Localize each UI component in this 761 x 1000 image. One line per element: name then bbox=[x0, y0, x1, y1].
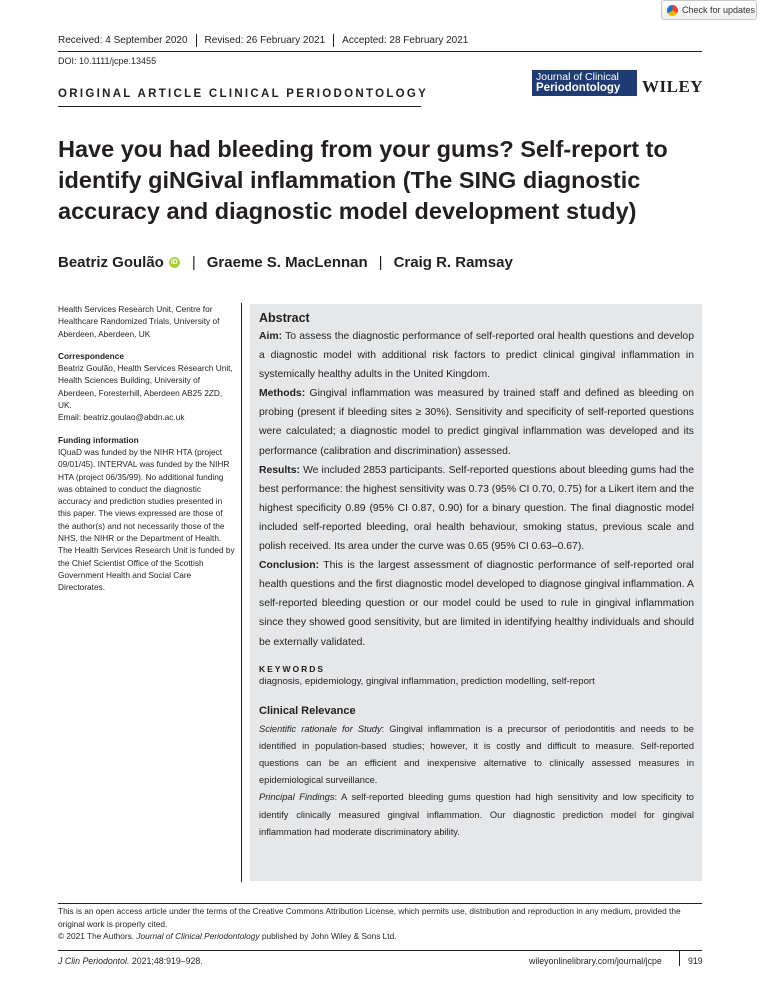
page-number: 919 bbox=[688, 956, 703, 966]
journal-logo-line1: Journal of Clinical bbox=[536, 71, 619, 83]
doi[interactable]: DOI: 10.1111/jcpe.13455 bbox=[58, 56, 157, 66]
funding-text: IQuaD was funded by the NIHR HTA (project 09/01/45). INTERVAL was funded by the NIHR HTA (project 06/35/99). No additional funding was obtained to conduct the diagnostic accuracy and prediction studies presented in this paper. The views expressed are those of the author(s) and not necessarily those of the NHS, the NIHR or the Department of Health. The Health Services Research Unit is funded by the Chief Scientist Office of the Scottish Government Health and Social Care Directorates. bbox=[58, 446, 235, 593]
author-separator: | bbox=[378, 254, 383, 271]
author-list bbox=[58, 254, 524, 271]
journal-logo-line2: Periodontology bbox=[536, 82, 621, 94]
findings-text: : A self-reported bleeding gums question had high sensitivity and low specificity to identify clinically measured gingival inflammation. Our diagnostic prediction model for gingival inflammation had moderate discriminatory ability. bbox=[259, 792, 694, 837]
methods-text: Gingival inflammation was measured by trained staff and defined as bleeding on probing (present if bleeding sites ≥ 30%). Sensitivity and specificity of self-reported questions were calculated; a diagnostic model to predict gingival inflammation was developed and its performance (calibration and discrimination) assessed. bbox=[259, 388, 694, 457]
author-info-column bbox=[58, 303, 236, 594]
aim-label: Aim: bbox=[259, 331, 283, 342]
orcid-icon[interactable]: iD bbox=[170, 259, 178, 266]
scientific-rationale bbox=[259, 721, 694, 790]
correspondence-email[interactable]: Email: beatriz.goulao@abdn.ac.uk bbox=[58, 412, 185, 423]
principal-findings bbox=[259, 789, 694, 841]
affiliation: Health Services Research Unit, Centre for Healthcare Randomized Trials, University of Aberdeen, Aberdeen, UK bbox=[58, 304, 220, 339]
copyright-suffix: published by John Wiley & Sons Ltd. bbox=[259, 931, 397, 941]
abstract-methods bbox=[259, 384, 694, 460]
date-divider bbox=[196, 34, 197, 47]
revised-date: Revised: 26 February 2021 bbox=[204, 35, 326, 46]
copyright-text bbox=[58, 930, 702, 943]
author-name[interactable]: Beatriz Goulão bbox=[58, 254, 164, 271]
abstract-results bbox=[259, 461, 694, 556]
header-rule bbox=[58, 51, 702, 52]
publisher-logo[interactable]: WILEY bbox=[642, 77, 704, 96]
received-date: Received: 4 September 2020 bbox=[58, 35, 188, 46]
methods-label: Methods: bbox=[259, 388, 306, 400]
conclusion-text: This is the largest assessment of diagnostic performance of self-reported oral health questions and the first diagnostic model developed to diagnose gingival inflammation. A self-reported bleeding question or our model could be used to rule in gingival inflammation since they showed good sensitivity, but are limited in identifying healthy individuals and should be externally validated. bbox=[259, 560, 694, 648]
conclusion-label: Conclusion: bbox=[259, 560, 320, 572]
abstract-box bbox=[250, 304, 702, 881]
abstract-aim bbox=[259, 327, 694, 384]
correspondence-address: Beatriz Goulão, Health Services Research Unit, Health Sciences Building, University of Aberdeen, Foresterhill, Aberdeen AB25 2ZD, UK. bbox=[58, 363, 233, 411]
accepted-date: Accepted: 28 February 2021 bbox=[342, 35, 469, 46]
citation-journal: J Clin Periodontol. bbox=[58, 956, 130, 966]
results-label: Results: bbox=[259, 464, 300, 476]
journal-website-link[interactable]: wileyonlinelibrary.com/journal/jcpe bbox=[529, 956, 662, 966]
author-separator: | bbox=[191, 254, 196, 271]
citation bbox=[58, 956, 203, 966]
rationale-label: Scientific rationale for Study bbox=[259, 723, 382, 734]
section-rule bbox=[58, 106, 421, 107]
date-divider bbox=[333, 34, 334, 47]
clinical-relevance-heading: Clinical Relevance bbox=[259, 704, 356, 717]
check-for-updates-label: Check for updates bbox=[682, 5, 756, 15]
keywords-list: diagnosis, epidemiology, gingival inflammation, prediction modelling, self-report bbox=[259, 675, 595, 687]
correspondence-heading: Correspondence bbox=[58, 350, 124, 361]
journal-logo[interactable] bbox=[532, 70, 637, 96]
abstract-conclusion bbox=[259, 556, 694, 651]
footer-rule bbox=[58, 903, 702, 904]
column-divider bbox=[241, 303, 242, 882]
findings-label: Principal Findings bbox=[259, 792, 335, 803]
article-title: Have you had bleeding from your gums? Self-report to identify giNGival inflammation (The SING diagnostic accuracy and diagnostic model development study) bbox=[58, 136, 668, 224]
section-label: ORIGINAL ARTICLE CLINICAL PERIODONTOLOGY bbox=[58, 88, 429, 100]
aim-text: To assess the diagnostic performance of self-reported oral health questions and develop a diagnostic model with additional risk factors to predict clinical gingival inflammation in systemically healthy adults in the United Kingdom. bbox=[259, 331, 694, 381]
license-footer bbox=[58, 905, 702, 943]
citation-details: 2021;48:919–928. bbox=[129, 956, 203, 966]
author-name[interactable]: Craig R. Ramsay bbox=[393, 254, 513, 271]
footer-rule-bottom bbox=[58, 950, 702, 951]
author-name[interactable]: Graeme S. MacLennan bbox=[206, 254, 368, 271]
funding-heading: Funding information bbox=[58, 434, 139, 445]
keywords-heading: KEYWORDS bbox=[259, 663, 326, 674]
rationale-text: : Gingival inflammation is a precursor of periodontitis and needs to be identified in population-based studies; however, it is costly and difficult to measure. Self-reported questions can be an efficient and inexpensive alternative to clinically assessed measures in epidemiological surveillance. bbox=[259, 723, 694, 786]
check-for-updates-button[interactable] bbox=[661, 0, 757, 20]
crossmark-icon bbox=[667, 5, 678, 16]
copyright-journal: Journal of Clinical Periodontology bbox=[136, 931, 260, 941]
article-dates bbox=[58, 34, 468, 47]
abstract-heading: Abstract bbox=[259, 311, 310, 325]
results-text: We included 2853 participants. Self-reported questions about bleeding gums had the best performance: the highest sensitivity was 0.73 (95% CI 0.70, 0.75) for a Likert item and the highest specificity 0.89 (95% CI 0.87, 0.90) for a binary question. The final diagnostic model included self-reported bleeding, oral health behaviour, smoking status, previous scale and polish received. Its area under the curve was 0.65 (95% CI 0.63–0.67). bbox=[259, 464, 694, 553]
page-number-divider bbox=[679, 951, 680, 966]
copyright-prefix: © 2021 The Authors. bbox=[58, 931, 137, 941]
license-text: This is an open access article under the terms of the Creative Commons Attribution License, which permits use, distribution and reproduction in any medium, provided the original work is properly cited. bbox=[58, 906, 681, 929]
